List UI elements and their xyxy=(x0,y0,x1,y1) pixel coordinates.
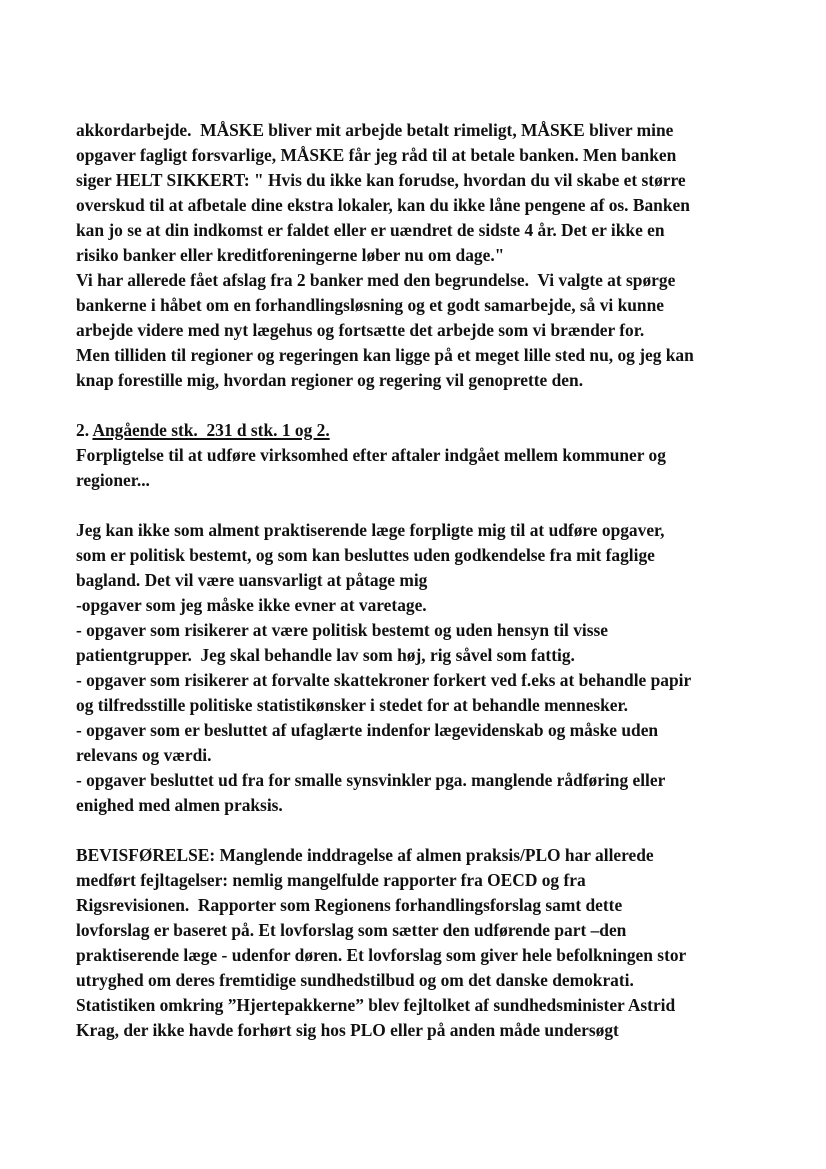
text-line: utryghed om deres fremtidige sundhedstilbud og om det danske demokrati. xyxy=(76,970,634,990)
text-line: lovforslag er baseret på. Et lovforslag som sætter den udførende part –den xyxy=(76,920,627,940)
text-line: risiko banker eller kreditforeningerne løber nu om dage." xyxy=(76,245,505,265)
text-line: Vi har allerede fået afslag fra 2 banker med den begrundelse. Vi valgte at spørge xyxy=(76,270,676,290)
text-line: bankerne i håbet om en forhandlingsløsning og et godt samarbejde, så vi kunne xyxy=(76,295,664,315)
text-line: som er politisk bestemt, og som kan besluttes uden godkendelse fra mit faglige xyxy=(76,545,655,565)
text-line: relevans og værdi. xyxy=(76,745,212,765)
text-line: og tilfredsstille politiske statistikønsker i stedet for at behandle mennesker. xyxy=(76,695,628,715)
section-number: 2. xyxy=(76,420,93,440)
text-line: BEVISFØRELSE: Manglende inddragelse af almen praksis/PLO har allerede xyxy=(76,845,654,865)
text-line: Rigsrevisionen. Rapporter som Regionens forhandlingsforslag samt dette xyxy=(76,895,623,915)
text-line: regioner... xyxy=(76,470,150,490)
paragraph-spacer xyxy=(76,393,776,418)
paragraph-spacer xyxy=(76,493,776,518)
paragraph-bank-financing xyxy=(76,118,776,393)
text-line: overskud til at afbetale dine ekstra lokaler, kan du ikke låne pengene af os. Banken xyxy=(76,195,690,215)
text-line: arbejde videre med nyt lægehus og fortsætte det arbejde som vi brænder for. xyxy=(76,320,645,340)
text-line: Forpligtelse til at udføre virksomhed efter aftaler indgået mellem kommuner og xyxy=(76,445,666,465)
list-item: - opgaver som er besluttet af ufaglærte indenfor lægevidenskab og måske uden xyxy=(76,720,659,740)
text-line: Men tilliden til regioner og regeringen kan ligge på et meget lille sted nu, og jeg kan xyxy=(76,345,694,365)
list-item: -opgaver som jeg måske ikke evner at varetage. xyxy=(76,595,427,615)
text-line: knap forestille mig, hvordan regioner og regering vil genoprette den. xyxy=(76,370,584,390)
list-item: - opgaver som risikerer at forvalte skattekroner forkert ved f.eks at behandle papir xyxy=(76,670,692,690)
text-line: siger HELT SIKKERT: " Hvis du ikke kan forudse, hvordan du vil skabe et større xyxy=(76,170,686,190)
text-line: Jeg kan ikke som alment praktiserende læge forpligte mig til at udføre opgaver, xyxy=(76,520,665,540)
text-line: kan jo se at din indkomst er faldet eller er uændret de sidste 4 år. Det er ikke en xyxy=(76,220,665,240)
paragraph-evidence xyxy=(76,843,776,1043)
text-line: enighed med almen praksis. xyxy=(76,795,283,815)
section-2 xyxy=(76,418,776,493)
text-line: bagland. Det vil være uansvarligt at påtage mig xyxy=(76,570,428,590)
paragraph-obligations xyxy=(76,518,776,818)
text-line: opgaver fagligt forsvarlige, MÅSKE får jeg råd til at betale banken. Men banken xyxy=(76,145,677,165)
text-line: Statistiken omkring ”Hjertepakkerne” blev fejltolket af sundhedsminister Astrid xyxy=(76,995,676,1015)
document-body xyxy=(76,118,776,1043)
list-item: - opgaver besluttet ud fra for smalle synsvinkler pga. manglende rådføring eller xyxy=(76,770,666,790)
section-heading xyxy=(76,418,776,443)
text-line: praktiserende læge - udenfor døren. Et lovforslag som giver hele befolkningen stor xyxy=(76,945,687,965)
paragraph-spacer xyxy=(76,818,776,843)
text-line: patientgrupper. Jeg skal behandle lav som høj, rig såvel som fattig. xyxy=(76,645,575,665)
list-item: - opgaver som risikerer at være politisk bestemt og uden hensyn til visse xyxy=(76,620,609,640)
text-line: akkordarbejde. MÅSKE bliver mit arbejde betalt rimeligt, MÅSKE bliver mine xyxy=(76,120,674,140)
section-title: Angående stk. 231 d stk. 1 og 2. xyxy=(92,420,330,440)
text-line: Krag, der ikke havde forhørt sig hos PLO eller på anden måde undersøgt xyxy=(76,1020,619,1040)
text-line: medført fejltagelser: nemlig mangelfulde rapporter fra OECD og fra xyxy=(76,870,586,890)
